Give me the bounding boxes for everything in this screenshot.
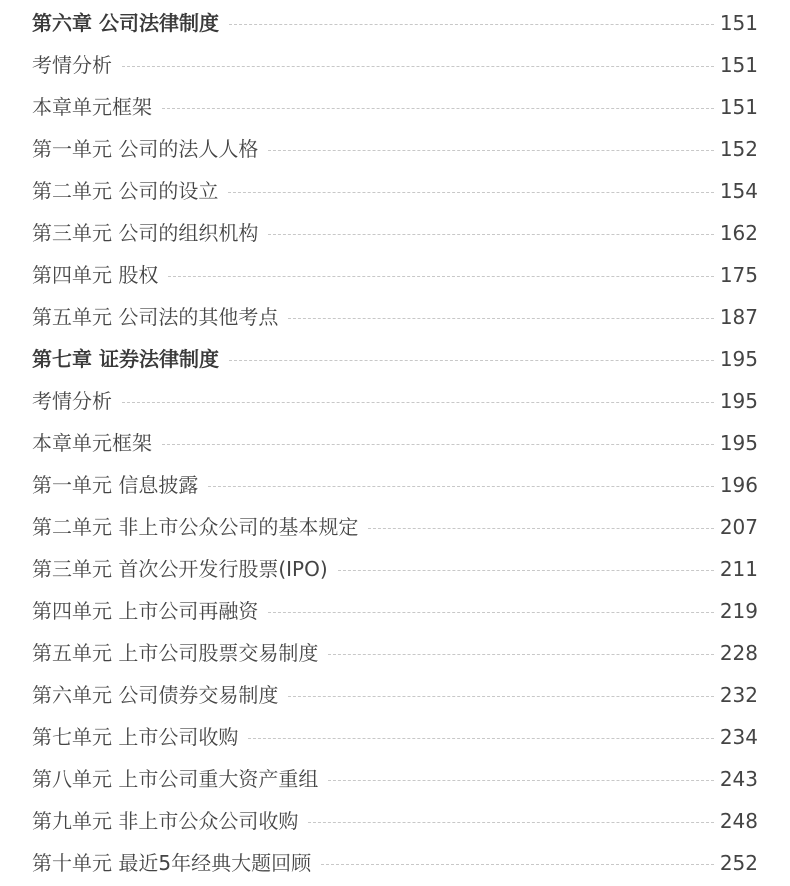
dotted-leader — [328, 654, 713, 655]
toc-entry-title: 考情分析 — [32, 53, 112, 77]
dotted-leader — [168, 276, 713, 277]
toc-entry[interactable] — [32, 44, 758, 86]
dotted-leader — [338, 570, 714, 571]
toc-entry[interactable] — [32, 464, 758, 506]
toc-entry[interactable] — [32, 800, 758, 842]
toc-entry-page: 196 — [719, 473, 758, 497]
toc-entry[interactable] — [32, 548, 758, 590]
toc-entry-title: 第四单元 上市公司再融资 — [32, 599, 259, 623]
dotted-leader — [368, 528, 713, 529]
toc-entry[interactable] — [32, 254, 758, 296]
dotted-leader — [268, 612, 713, 613]
toc-entry-title: 第六单元 公司债券交易制度 — [32, 683, 279, 707]
dotted-leader — [228, 192, 713, 193]
toc-entry-title: 第十单元 最近5年经典大题回顾 — [32, 851, 312, 875]
dotted-leader — [229, 24, 714, 25]
toc-entry-title: 考情分析 — [32, 389, 112, 413]
toc-entry-page: 175 — [719, 263, 758, 287]
toc-entry-page: 162 — [719, 221, 758, 245]
dotted-leader — [268, 150, 713, 151]
toc-chapter-7[interactable] — [32, 338, 758, 380]
toc-entry-title: 第二单元 非上市公众公司的基本规定 — [32, 515, 359, 539]
toc-entry-title: 第六章 公司法律制度 — [32, 11, 219, 35]
toc-entry-page: 195 — [719, 389, 758, 413]
dotted-leader — [122, 402, 714, 403]
toc-entry-page: 195 — [719, 431, 758, 455]
toc-entry[interactable] — [32, 758, 758, 800]
dotted-leader — [122, 66, 714, 67]
toc-entry-title: 第一单元 公司的法人人格 — [32, 137, 259, 161]
toc-entry-title: 第二单元 公司的设立 — [32, 179, 219, 203]
toc-entry[interactable] — [32, 380, 758, 422]
toc-entry-title: 第四单元 股权 — [32, 263, 159, 287]
toc-entry-page: 228 — [719, 641, 758, 665]
toc-entry[interactable] — [32, 170, 758, 212]
toc-entry[interactable] — [32, 632, 758, 674]
dotted-leader — [229, 360, 714, 361]
dotted-leader — [288, 696, 713, 697]
toc-entry-page: 152 — [719, 137, 758, 161]
toc-entry[interactable] — [32, 590, 758, 632]
toc-chapter-6[interactable] — [32, 2, 758, 44]
toc-entry-title: 第七章 证券法律制度 — [32, 347, 219, 371]
toc-entry-title: 第五单元 公司法的其他考点 — [32, 305, 279, 329]
dotted-leader — [162, 444, 714, 445]
toc-entry-page: 211 — [719, 557, 758, 581]
dotted-leader — [162, 108, 714, 109]
toc-entry-page: 219 — [719, 599, 758, 623]
toc-entry[interactable] — [32, 506, 758, 548]
toc-entry-page: 252 — [719, 851, 758, 875]
toc-entry-page: 151 — [719, 95, 758, 119]
toc-entry-title: 第七单元 上市公司收购 — [32, 725, 239, 749]
toc-entry-page: 234 — [719, 725, 758, 749]
toc-entry-title: 第八单元 上市公司重大资产重组 — [32, 767, 319, 791]
toc-entry-page: 232 — [719, 683, 758, 707]
toc-entry-page: 187 — [719, 305, 758, 329]
toc-entry-page: 195 — [719, 347, 758, 371]
toc-entry-title: 第三单元 公司的组织机构 — [32, 221, 259, 245]
toc-entry-title: 第五单元 上市公司股票交易制度 — [32, 641, 319, 665]
dotted-leader — [268, 234, 713, 235]
toc-entry[interactable] — [32, 296, 758, 338]
dotted-leader — [248, 738, 713, 739]
toc-entry[interactable] — [32, 716, 758, 758]
toc-entry-page: 154 — [719, 179, 758, 203]
dotted-leader — [328, 780, 713, 781]
toc-entry[interactable] — [32, 86, 758, 128]
toc-entry-page: 248 — [719, 809, 758, 833]
dotted-leader — [321, 864, 714, 865]
dotted-leader — [308, 822, 713, 823]
toc-entry-title: 本章单元框架 — [32, 95, 152, 119]
dotted-leader — [208, 486, 713, 487]
toc-entry[interactable] — [32, 674, 758, 716]
dotted-leader — [288, 318, 713, 319]
toc-entry[interactable] — [32, 212, 758, 254]
toc-entry-page: 151 — [719, 53, 758, 77]
toc-entry[interactable] — [32, 128, 758, 170]
toc-entry-page: 243 — [719, 767, 758, 791]
toc-entry-title: 第九单元 非上市公众公司收购 — [32, 809, 299, 833]
toc-entry-page: 207 — [719, 515, 758, 539]
toc-entry-title: 第三单元 首次公开发行股票(IPO) — [32, 557, 328, 581]
toc-entry-title: 本章单元框架 — [32, 431, 152, 455]
toc-entry-page: 151 — [719, 11, 758, 35]
toc-entry[interactable] — [32, 842, 758, 884]
toc-entry[interactable] — [32, 422, 758, 464]
toc-entry-title: 第一单元 信息披露 — [32, 473, 199, 497]
